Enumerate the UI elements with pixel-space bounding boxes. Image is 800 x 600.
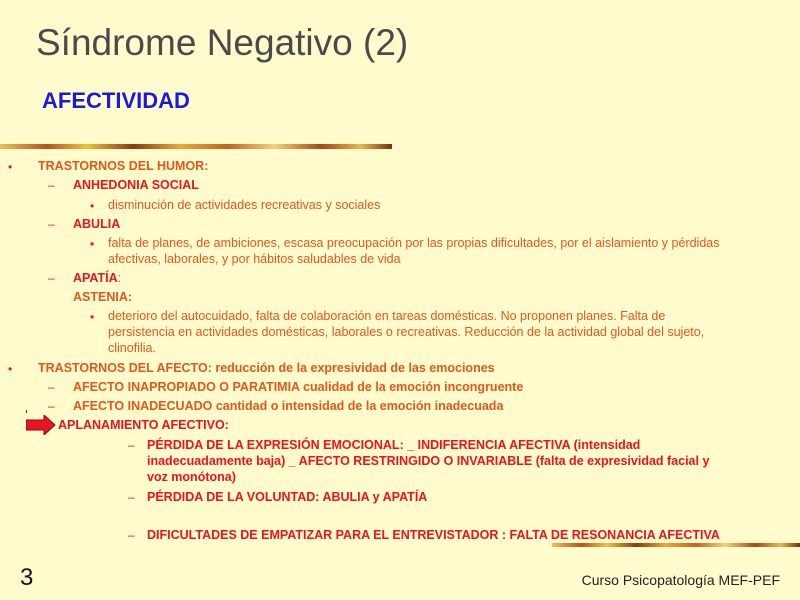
dash-marker: – <box>48 217 55 231</box>
page-number: 3 <box>20 564 34 591</box>
item-afecto-inapropiado: AFECTO INAPROPIADO O PARATIMIA cualidad de la emoción incongruente <box>73 380 524 394</box>
text-astenia-desc-1: deterioro del autocuidado, falta de colaboración en tareas domésticas. No proponen planes. Falta de <box>108 309 666 323</box>
item-aplanamiento-afectivo: APLANAMIENTO AFECTIVO: <box>58 418 229 432</box>
text-dificultades-empatizar: DIFICULTADES DE EMPATIZAR PARA EL ENTREVISTADOR : FALTA DE RESONANCIA AFECTIVA <box>147 528 720 542</box>
text-abulia-desc-1: falta de planes, de ambiciones, escasa preocupación por las propias dificultades, por el aislamiento y pérdidas <box>108 236 720 250</box>
bullet-marker: • <box>90 199 95 213</box>
dash-marker: – <box>48 271 55 285</box>
item-apatia-label: APATÍA <box>73 271 118 285</box>
text-astenia-desc-2: persistencia en actividades domésticas, laborales o recreativas. Reducción de la actividad global del sujeto, <box>108 325 705 339</box>
bullet-marker: • <box>90 310 95 324</box>
dash-marker: – <box>128 490 135 504</box>
slide-subtitle: AFECTIVIDAD <box>42 88 190 113</box>
text-perdida-voluntad: PÉRDIDA DE LA VOLUNTAD: ABULIA y APATÍA <box>147 490 428 504</box>
decorative-strip-top <box>0 144 392 149</box>
text-astenia-desc-3: clinofilia. <box>108 341 156 355</box>
item-astenia: ASTENIA: <box>73 290 133 304</box>
text-perdida-expresion-3: voz monótona) <box>147 470 236 484</box>
item-apatia-colon: : <box>117 271 122 285</box>
bullet-marker: • <box>8 362 13 376</box>
bullet-marker: • <box>8 160 13 174</box>
heading-trastornos-humor: TRASTORNOS DEL HUMOR: <box>38 159 209 173</box>
dash-marker: – <box>128 528 135 542</box>
dash-marker: – <box>48 380 55 394</box>
item-anhedonia: ANHEDONIA SOCIAL <box>73 178 199 192</box>
text-anhedonia-desc: disminución de actividades recreativas y sociales <box>108 198 381 212</box>
dash-marker: – <box>48 178 55 192</box>
slide-title: Síndrome Negativo (2) <box>36 22 409 63</box>
small-mark <box>26 410 27 413</box>
item-afecto-inadecuado: AFECTO INADECUADO cantidad o intensidad de la emoción inadecuada <box>73 399 504 413</box>
text-perdida-expresion-2: inadecuadamente baja) _ AFECTO RESTRINGIDO O INVARIABLE (falta de expresividad facial y <box>147 454 710 468</box>
dash-marker: – <box>48 399 55 413</box>
text-perdida-expresion-1: PÉRDIDA DE LA EXPRESIÓN EMOCIONAL: _ INDIFERENCIA AFECTIVA (intensidad <box>147 438 641 452</box>
footer-text: Curso Psicopatología MEF-PEF <box>581 572 780 588</box>
item-apatia <box>73 270 121 286</box>
text-abulia-desc-2: afectivas, laborales, y por hábitos saludables de vida <box>108 252 401 266</box>
right-arrow-icon <box>26 415 56 435</box>
decorative-strip-bottom <box>552 543 800 547</box>
item-abulia: ABULIA <box>73 217 121 231</box>
bullet-marker: • <box>90 237 95 251</box>
dash-marker: – <box>128 438 135 452</box>
heading-trastornos-afecto: TRASTORNOS DEL AFECTO: reducción de la expresividad de las emociones <box>38 361 495 375</box>
